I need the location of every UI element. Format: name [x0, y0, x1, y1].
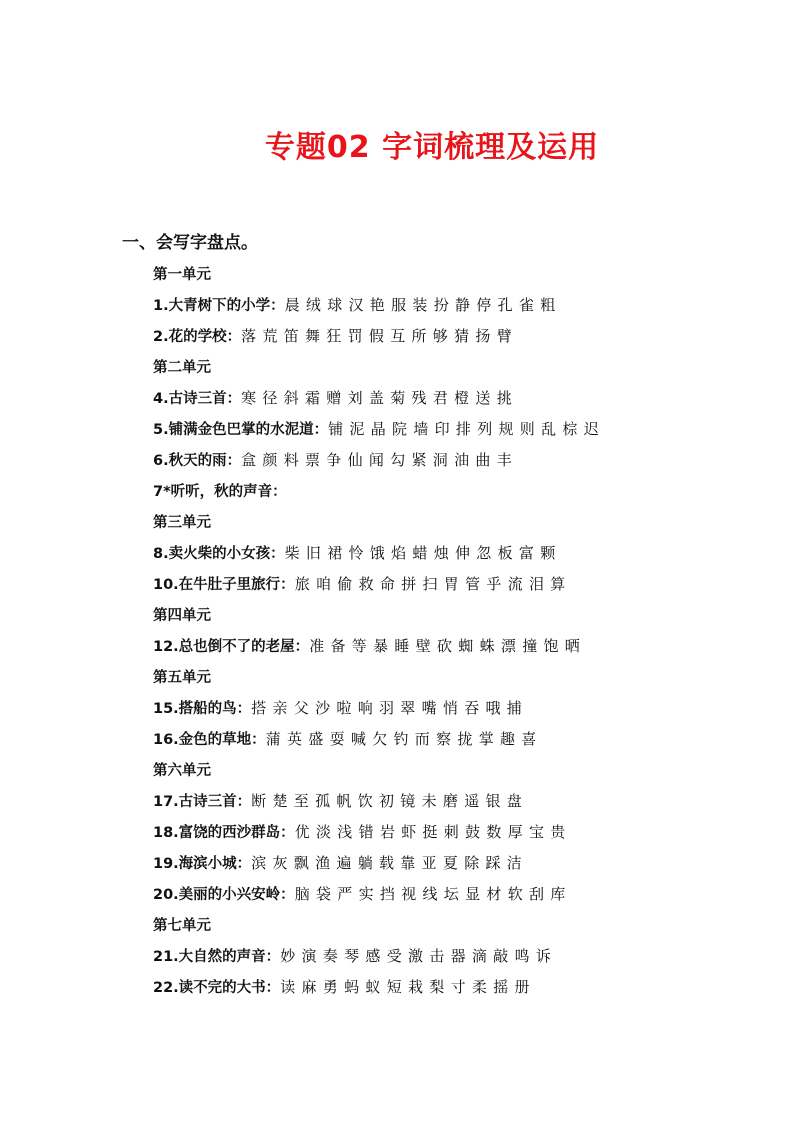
unit-heading — [153, 759, 773, 790]
word-list — [153, 263, 773, 1007]
lesson-title: 16.金色的草地： — [153, 732, 266, 748]
unit-title: 第七单元 — [153, 918, 211, 934]
lesson-row — [153, 635, 773, 666]
lesson-row — [153, 697, 773, 728]
unit-heading — [153, 914, 773, 945]
page-title: 专题02 字词梳理及运用 — [264, 130, 600, 165]
lesson-title: 7*听听，秋的声音： — [153, 484, 287, 500]
unit-heading — [153, 666, 773, 697]
lesson-title: 20.美丽的小兴安岭： — [153, 887, 295, 903]
lesson-title: 15.搭船的鸟： — [153, 701, 252, 717]
unit-title: 第一单元 — [153, 267, 211, 283]
lesson-row — [153, 573, 773, 604]
lesson-characters: 落荒笛舞狂罚假互所够猜扬臂 — [241, 327, 519, 345]
lesson-characters: 晨绒球汉艳服装扮静停孔雀粗 — [284, 296, 562, 314]
lesson-title: 21.大自然的声音： — [153, 949, 281, 965]
unit-title: 第六单元 — [153, 763, 211, 779]
lesson-row — [153, 542, 773, 573]
unit-title: 第四单元 — [153, 608, 211, 624]
lesson-characters: 读麻勇蚂蚁短栽梨寸柔摇册 — [280, 978, 536, 996]
lesson-row — [153, 852, 773, 883]
lesson-characters: 准备等暴睡壁砍蜘蛛漂撞饱晒 — [309, 637, 587, 655]
lesson-row — [153, 821, 773, 852]
lesson-title: 10.在牛肚子里旅行： — [153, 577, 295, 593]
lesson-characters: 盒颜料票争仙闻勾紧洞油曲丰 — [241, 451, 519, 469]
lesson-characters: 寒径斜霜赠刘盖菊残君橙送挑 — [241, 389, 519, 407]
lesson-characters: 搭亲父沙啦响羽翠嘴悄吞哦捕 — [251, 699, 529, 717]
lesson-title: 19.海滨小城： — [153, 856, 252, 872]
lesson-title: 18.富饶的西沙群岛： — [153, 825, 295, 841]
lesson-title: 8.卖火柴的小女孩： — [153, 546, 285, 562]
lesson-row — [153, 790, 773, 821]
lesson-row — [153, 387, 773, 418]
lesson-title: 5.铺满金色巴掌的水泥道： — [153, 422, 329, 438]
lesson-characters: 柴旧裙怜饿焰蜡烛伸忽板富颗 — [284, 544, 562, 562]
lesson-characters: 旅咱偷救命拼扫胃管乎流泪算 — [294, 575, 572, 593]
lesson-row — [153, 325, 773, 356]
lesson-row — [153, 480, 773, 511]
lesson-row — [153, 728, 773, 759]
lesson-title: 12.总也倒不了的老屋： — [153, 639, 310, 655]
unit-heading — [153, 511, 773, 542]
lesson-title: 4.古诗三首： — [153, 391, 242, 407]
lesson-title: 22.读不完的大书： — [153, 980, 281, 996]
lesson-row — [153, 945, 773, 976]
lesson-title: 1.大青树下的小学： — [153, 298, 285, 314]
lesson-characters: 脑袋严实挡视线坛显材软刮库 — [294, 885, 572, 903]
lesson-title: 6.秋天的雨： — [153, 453, 242, 469]
unit-heading — [153, 263, 773, 294]
section-heading: 一、会写字盘点。 — [122, 233, 258, 253]
lesson-row — [153, 418, 773, 449]
lesson-characters: 断楚至孤帆饮初镜未磨遥银盘 — [251, 792, 529, 810]
lesson-row — [153, 883, 773, 914]
lesson-row — [153, 976, 773, 1007]
lesson-row — [153, 294, 773, 325]
lesson-title: 2.花的学校： — [153, 329, 242, 345]
lesson-characters: 蒲英盛耍喊欠钓而察拢掌趣喜 — [265, 730, 543, 748]
unit-heading — [153, 356, 773, 387]
unit-title: 第二单元 — [153, 360, 211, 376]
lesson-characters: 妙演奏琴感受激击器滴敲鸣诉 — [280, 947, 558, 965]
lesson-row — [153, 449, 773, 480]
lesson-characters: 滨灰飘渔遍躺载靠亚夏除踩洁 — [251, 854, 529, 872]
unit-heading — [153, 604, 773, 635]
lesson-title: 17.古诗三首： — [153, 794, 252, 810]
lesson-characters: 铺泥晶院墙印排列规则乱棕迟 — [328, 420, 606, 438]
unit-title: 第三单元 — [153, 515, 211, 531]
unit-title: 第五单元 — [153, 670, 211, 686]
lesson-characters: 优淡浅错岩虾挺刺鼓数厚宝贵 — [294, 823, 572, 841]
